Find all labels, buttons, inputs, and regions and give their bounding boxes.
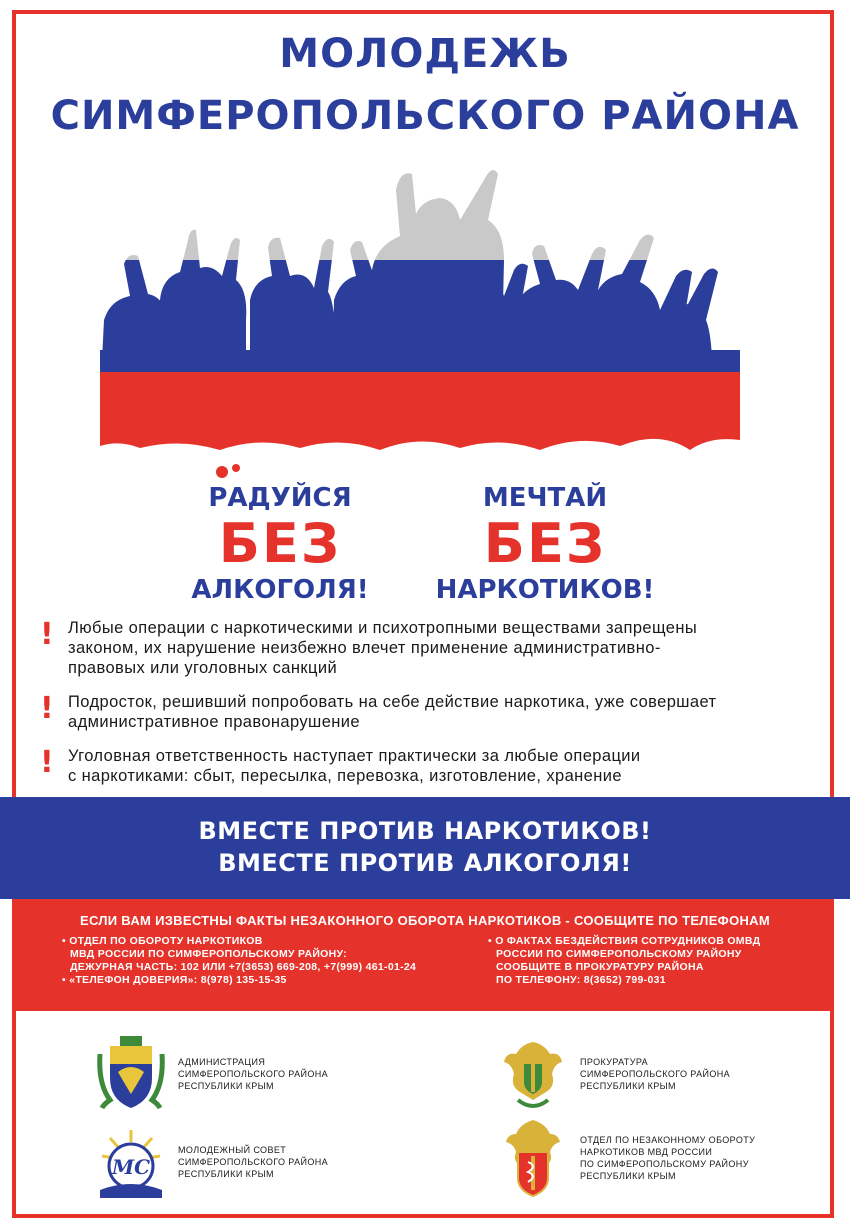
org-administration xyxy=(96,1034,328,1114)
rule-text: Подросток, решивший попробовать на себе действие наркотика, уже совершает административное правонарушение xyxy=(68,693,717,731)
police-emblem-icon xyxy=(498,1118,568,1198)
crowd-flag-illustration xyxy=(100,150,740,480)
exclamation-icon: ! xyxy=(40,617,54,652)
headline-line-2: СИМФЕРОПОЛЬСКОГО РАЙОНА xyxy=(50,93,800,139)
slogan-dream-top: МЕЧТАЙ xyxy=(482,483,608,513)
district-coat-of-arms-icon xyxy=(96,1034,166,1114)
contacts-banner xyxy=(16,899,834,1011)
rule-text: Уголовная ответственность наступает практически за любые операции с наркотиками: сбыт, пересылка, перевозка, изготовление, хранение xyxy=(68,747,641,785)
org-prosecutor xyxy=(498,1034,730,1114)
rule-item xyxy=(40,692,800,732)
contacts-left: • ОТДЕЛ ПО ОБОРОТУ НАРКОТИКОВ МВД РОССИИ ПО СИМФЕРОПОЛЬСКОМУ РАЙОНУ: ДЕЖУРНАЯ ЧАСТЬ: 102 ИЛИ +7(3653) 669-208, +7(999) 461-01-24 • «ТЕЛЕФОН ДОВЕРИЯ»: 8(978) 135-15-35 xyxy=(62,935,417,986)
slogan-joy-middle: БЕЗ xyxy=(218,512,342,575)
org-administration-label: АДМИНИСТРАЦИЯ СИМФЕРОПОЛЬСКОГО РАЙОНА РЕСПУБЛИКИ КРЫМ xyxy=(178,1057,329,1091)
org-prosecutor-label: ПРОКУРАТУРА СИМФЕРОПОЛЬСКОГО РАЙОНА РЕСПУБЛИКИ КРЫМ xyxy=(580,1057,731,1091)
exclamation-icon: ! xyxy=(40,745,54,780)
rules-list xyxy=(40,618,800,800)
rule-text: Любые операции с наркотическими и психотропными веществами запрещены законом, их нарушение неизбежно влечет применение административно- правовых или уголовных санкций xyxy=(68,619,698,677)
contacts-header: ЕСЛИ ВАМ ИЗВЕСТНЫ ФАКТЫ НЕЗАКОННОГО ОБОРОТА НАРКОТИКОВ - СООБЩИТЕ ПО ТЕЛЕФОНАМ xyxy=(79,913,770,928)
headline-line-1: МОЛОДЕЖЬ xyxy=(279,31,571,77)
org-youth-council-label: МОЛОДЕЖНЫЙ СОВЕТ СИМФЕРОПОЛЬСКОГО РАЙОНА РЕСПУБЛИКИ КРЫМ xyxy=(178,1145,329,1179)
blue-banner xyxy=(0,797,850,899)
slogan-joy-top: РАДУЙСЯ xyxy=(208,483,352,513)
org-police-label: ОТДЕЛ ПО НЕЗАКОННОМУ ОБОРОТУ НАРКОТИКОВ МВД РОССИИ ПО СИМФЕРОПОЛЬСКОМУ РАЙОНУ РЕСПУБЛИКИ КРЫМ xyxy=(580,1135,756,1181)
svg-text:МС: МС xyxy=(111,1155,151,1179)
slogan-dream-middle: БЕЗ xyxy=(483,512,607,575)
slogan-joy-bottom: АЛКОГОЛЯ! xyxy=(191,575,369,605)
org-police xyxy=(498,1118,755,1198)
rule-item xyxy=(40,618,800,678)
rule-item xyxy=(40,746,800,786)
banner-line-1: ВМЕСТЕ ПРОТИВ НАРКОТИКОВ! xyxy=(198,817,652,845)
org-youth-council xyxy=(96,1122,328,1202)
prosecutor-emblem-icon xyxy=(498,1034,568,1114)
slogan-joy xyxy=(150,482,410,606)
banner-line-2: ВМЕСТЕ ПРОТИВ АЛКОГОЛЯ! xyxy=(218,849,632,877)
exclamation-icon: ! xyxy=(40,691,54,726)
slogan-dream-bottom: НАРКОТИКОВ! xyxy=(435,575,655,605)
contacts-right: • О ФАКТАХ БЕЗДЕЙСТВИЯ СОТРУДНИКОВ ОМВД РОССИИ ПО СИМФЕРОПОЛЬСКОМУ РАЙОНУ СООБЩИТЕ В ПРОКУРАТУРУ РАЙОНА ПО ТЕЛЕФОНУ: 8(3652) 799-031 xyxy=(488,935,761,986)
slogan-dream xyxy=(415,482,675,606)
youth-council-logo-icon xyxy=(96,1122,166,1202)
